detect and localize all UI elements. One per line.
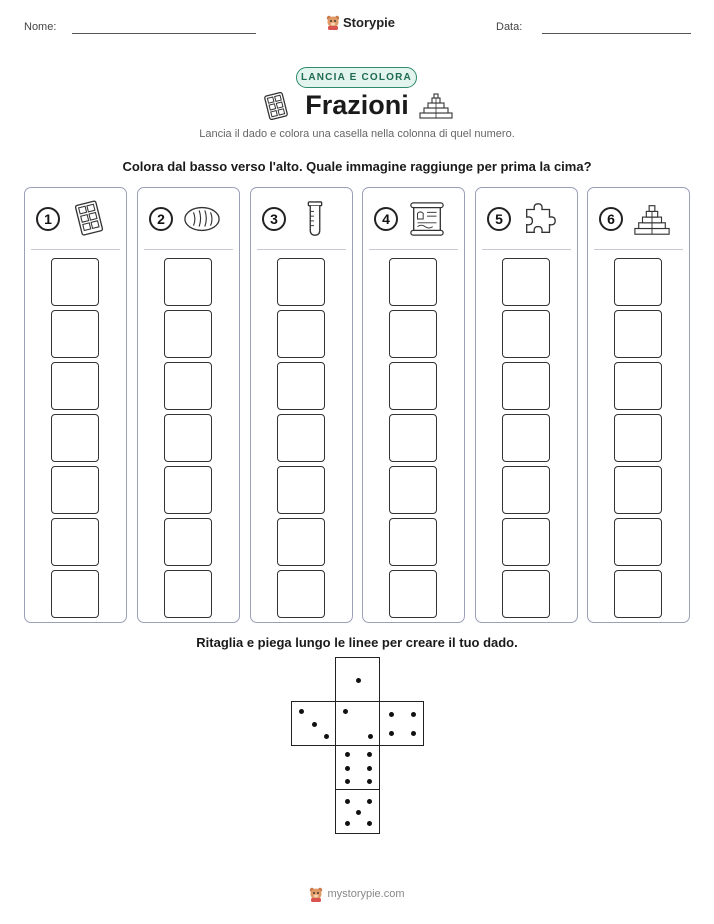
column-number: 4 — [374, 207, 398, 231]
name-line — [72, 33, 256, 34]
color-box[interactable] — [277, 518, 325, 566]
color-box[interactable] — [277, 310, 325, 358]
dice-pip — [345, 821, 350, 826]
cut-instruction: Ritaglia e piega lungo le linee per creare il tuo dado. — [196, 635, 518, 650]
dice-pip — [345, 779, 350, 784]
color-box[interactable] — [389, 362, 437, 410]
dice-pip — [299, 709, 304, 714]
color-box[interactable] — [277, 466, 325, 514]
dice-pip — [411, 731, 416, 736]
test-tube-icon — [295, 200, 335, 238]
color-box[interactable] — [51, 570, 99, 618]
date-label: Data: — [496, 21, 523, 33]
column-6 — [587, 187, 690, 623]
bear-logo-icon — [326, 14, 340, 30]
dice-pip — [367, 779, 372, 784]
instruction-text: Colora dal basso verso l'alto. Quale immagine raggiunge per prima la cima? — [122, 159, 592, 174]
color-box[interactable] — [164, 466, 212, 514]
chocolate-bar-icon — [263, 92, 289, 120]
footer-url: mystorypie.com — [327, 888, 405, 900]
column-divider — [144, 249, 233, 250]
dice-pip — [324, 734, 329, 739]
color-box[interactable] — [51, 466, 99, 514]
color-box[interactable] — [277, 258, 325, 306]
color-box[interactable] — [614, 414, 662, 462]
brand-logo — [326, 14, 395, 30]
dice-pip — [411, 712, 416, 717]
brand-name: Storypie — [343, 14, 396, 30]
color-box[interactable] — [389, 466, 437, 514]
color-box[interactable] — [389, 518, 437, 566]
color-box[interactable] — [389, 258, 437, 306]
column-4 — [362, 187, 465, 623]
dice-pip — [368, 734, 373, 739]
dice-pip — [367, 752, 372, 757]
column-2 — [137, 187, 240, 623]
color-box[interactable] — [614, 310, 662, 358]
scroll-icon — [407, 200, 447, 238]
color-box[interactable] — [277, 414, 325, 462]
dice-pip — [345, 752, 350, 757]
color-box[interactable] — [51, 518, 99, 566]
color-box[interactable] — [164, 518, 212, 566]
column-divider — [482, 249, 571, 250]
pyramid-icon — [632, 200, 672, 238]
bread-icon — [182, 200, 222, 238]
column-number: 1 — [36, 207, 60, 231]
page-title: Frazioni — [305, 90, 409, 120]
color-box[interactable] — [502, 518, 550, 566]
column-number: 2 — [149, 207, 173, 231]
color-box[interactable] — [389, 310, 437, 358]
color-box[interactable] — [614, 518, 662, 566]
color-box[interactable] — [164, 362, 212, 410]
name-label: Nome: — [24, 21, 57, 33]
page-subtitle: Lancia il dado e colora una casella nella colonna di quel numero. — [199, 128, 515, 140]
color-box[interactable] — [277, 570, 325, 618]
color-box[interactable] — [389, 414, 437, 462]
color-box[interactable] — [502, 414, 550, 462]
dice-pip — [345, 799, 350, 804]
dice-face — [335, 701, 380, 746]
date-line — [542, 33, 691, 34]
pyramid-icon — [418, 93, 454, 119]
color-box[interactable] — [502, 362, 550, 410]
color-box[interactable] — [164, 570, 212, 618]
color-box[interactable] — [614, 258, 662, 306]
color-box[interactable] — [614, 570, 662, 618]
dice-pip — [367, 799, 372, 804]
dice-pip — [367, 766, 372, 771]
column-number: 3 — [262, 207, 286, 231]
color-box[interactable] — [502, 258, 550, 306]
dice-pip — [389, 712, 394, 717]
column-divider — [31, 249, 120, 250]
column-divider — [369, 249, 458, 250]
column-number: 6 — [599, 207, 623, 231]
dice-pip — [356, 810, 361, 815]
color-box[interactable] — [614, 362, 662, 410]
activity-badge: LANCIA E COLORA — [296, 67, 417, 88]
dice-face — [335, 745, 380, 790]
color-box[interactable] — [164, 310, 212, 358]
color-box[interactable] — [164, 258, 212, 306]
dice-pip — [367, 821, 372, 826]
dice-face — [291, 701, 336, 746]
color-box[interactable] — [51, 310, 99, 358]
bear-logo-icon — [309, 886, 323, 902]
color-box[interactable] — [502, 466, 550, 514]
column-5 — [475, 187, 578, 623]
dice-pip — [356, 678, 361, 683]
column-divider — [257, 249, 346, 250]
color-box[interactable] — [51, 362, 99, 410]
dice-face — [335, 789, 380, 834]
dice-pip — [345, 766, 350, 771]
color-box[interactable] — [277, 362, 325, 410]
dice-pip — [343, 709, 348, 714]
color-box[interactable] — [614, 466, 662, 514]
color-box[interactable] — [502, 310, 550, 358]
puzzle-piece-icon — [520, 200, 560, 238]
column-number: 5 — [487, 207, 511, 231]
dice-pip — [312, 722, 317, 727]
color-box[interactable] — [51, 414, 99, 462]
color-box[interactable] — [51, 258, 99, 306]
footer — [0, 886, 714, 902]
column-divider — [594, 249, 683, 250]
color-box[interactable] — [389, 570, 437, 618]
column-3 — [250, 187, 353, 623]
color-box[interactable] — [164, 414, 212, 462]
chocolate-bar-icon — [69, 200, 109, 238]
dice-pip — [389, 731, 394, 736]
dice-face — [335, 657, 380, 702]
color-box[interactable] — [502, 570, 550, 618]
column-1 — [24, 187, 127, 623]
dice-face — [379, 701, 424, 746]
